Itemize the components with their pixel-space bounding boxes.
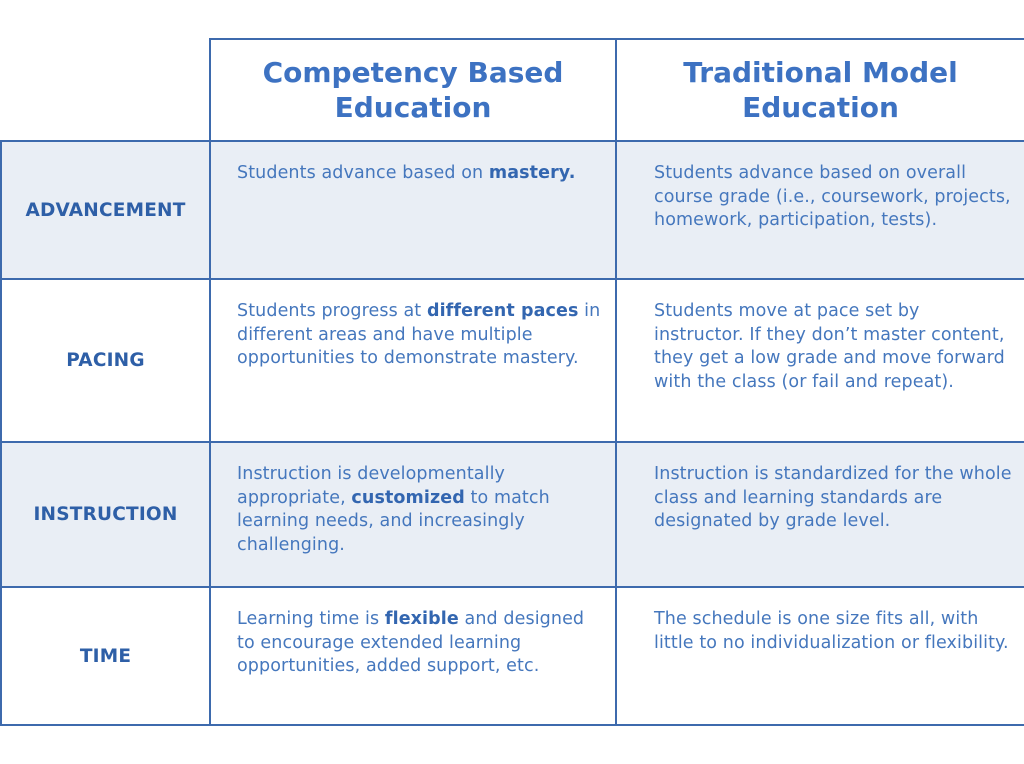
emphasis-flexible: flexible xyxy=(384,609,459,629)
row-advancement xyxy=(0,140,1024,280)
traditional-cell-advancement xyxy=(615,140,1024,280)
traditional-cell-pacing xyxy=(615,278,1024,443)
competency-cell-advancement xyxy=(209,140,617,280)
competency-text-instruction: Instruction is developmentally appropriate, customized to match learning needs, and increasingly challenging. xyxy=(237,464,550,555)
traditional-cell-time xyxy=(615,586,1024,726)
traditional-text-pacing: Students move at pace set by instructor. If they don’t master content, they get a low grade and move forward with the class (or fail and repeat). xyxy=(654,301,1005,392)
competency-text-advancement: Students advance based on mastery. xyxy=(237,163,576,183)
traditional-text-time: The schedule is one size fits all, with little to no individualization or flexibility. xyxy=(654,609,1009,653)
competency-cell-instruction xyxy=(209,441,617,588)
traditional-cell-instruction xyxy=(615,441,1024,588)
competency-text-pacing: Students progress at different paces in different areas and have multiple opportunities to demonstrate mastery. xyxy=(237,301,601,368)
row-label-time: TIME xyxy=(0,586,211,726)
row-pacing xyxy=(0,278,1024,443)
row-label-pacing: PACING xyxy=(0,278,211,443)
header-traditional-model: Traditional Model Education xyxy=(615,38,1024,142)
header-competency-based: Competency Based Education xyxy=(209,38,617,142)
comparison-table xyxy=(0,38,1024,726)
competency-text-time: Learning time is flexible and designed to encourage extended learning opportunities, added support, etc. xyxy=(237,609,585,676)
competency-cell-pacing xyxy=(209,278,617,443)
row-instruction xyxy=(0,441,1024,588)
row-time xyxy=(0,586,1024,726)
emphasis-customized: customized xyxy=(351,487,465,508)
row-label-instruction: INSTRUCTION xyxy=(0,441,211,588)
traditional-text-advancement: Students advance based on overall course grade (i.e., coursework, projects, homework, participation, tests). xyxy=(654,163,1011,230)
traditional-text-instruction: Instruction is standardized for the whole class and learning standards are designated by grade level. xyxy=(654,464,1012,531)
emphasis-different-paces: different paces xyxy=(426,301,579,321)
competency-cell-time xyxy=(209,586,617,726)
emphasis-mastery: mastery. xyxy=(488,163,576,183)
row-label-advancement: ADVANCEMENT xyxy=(0,140,211,280)
